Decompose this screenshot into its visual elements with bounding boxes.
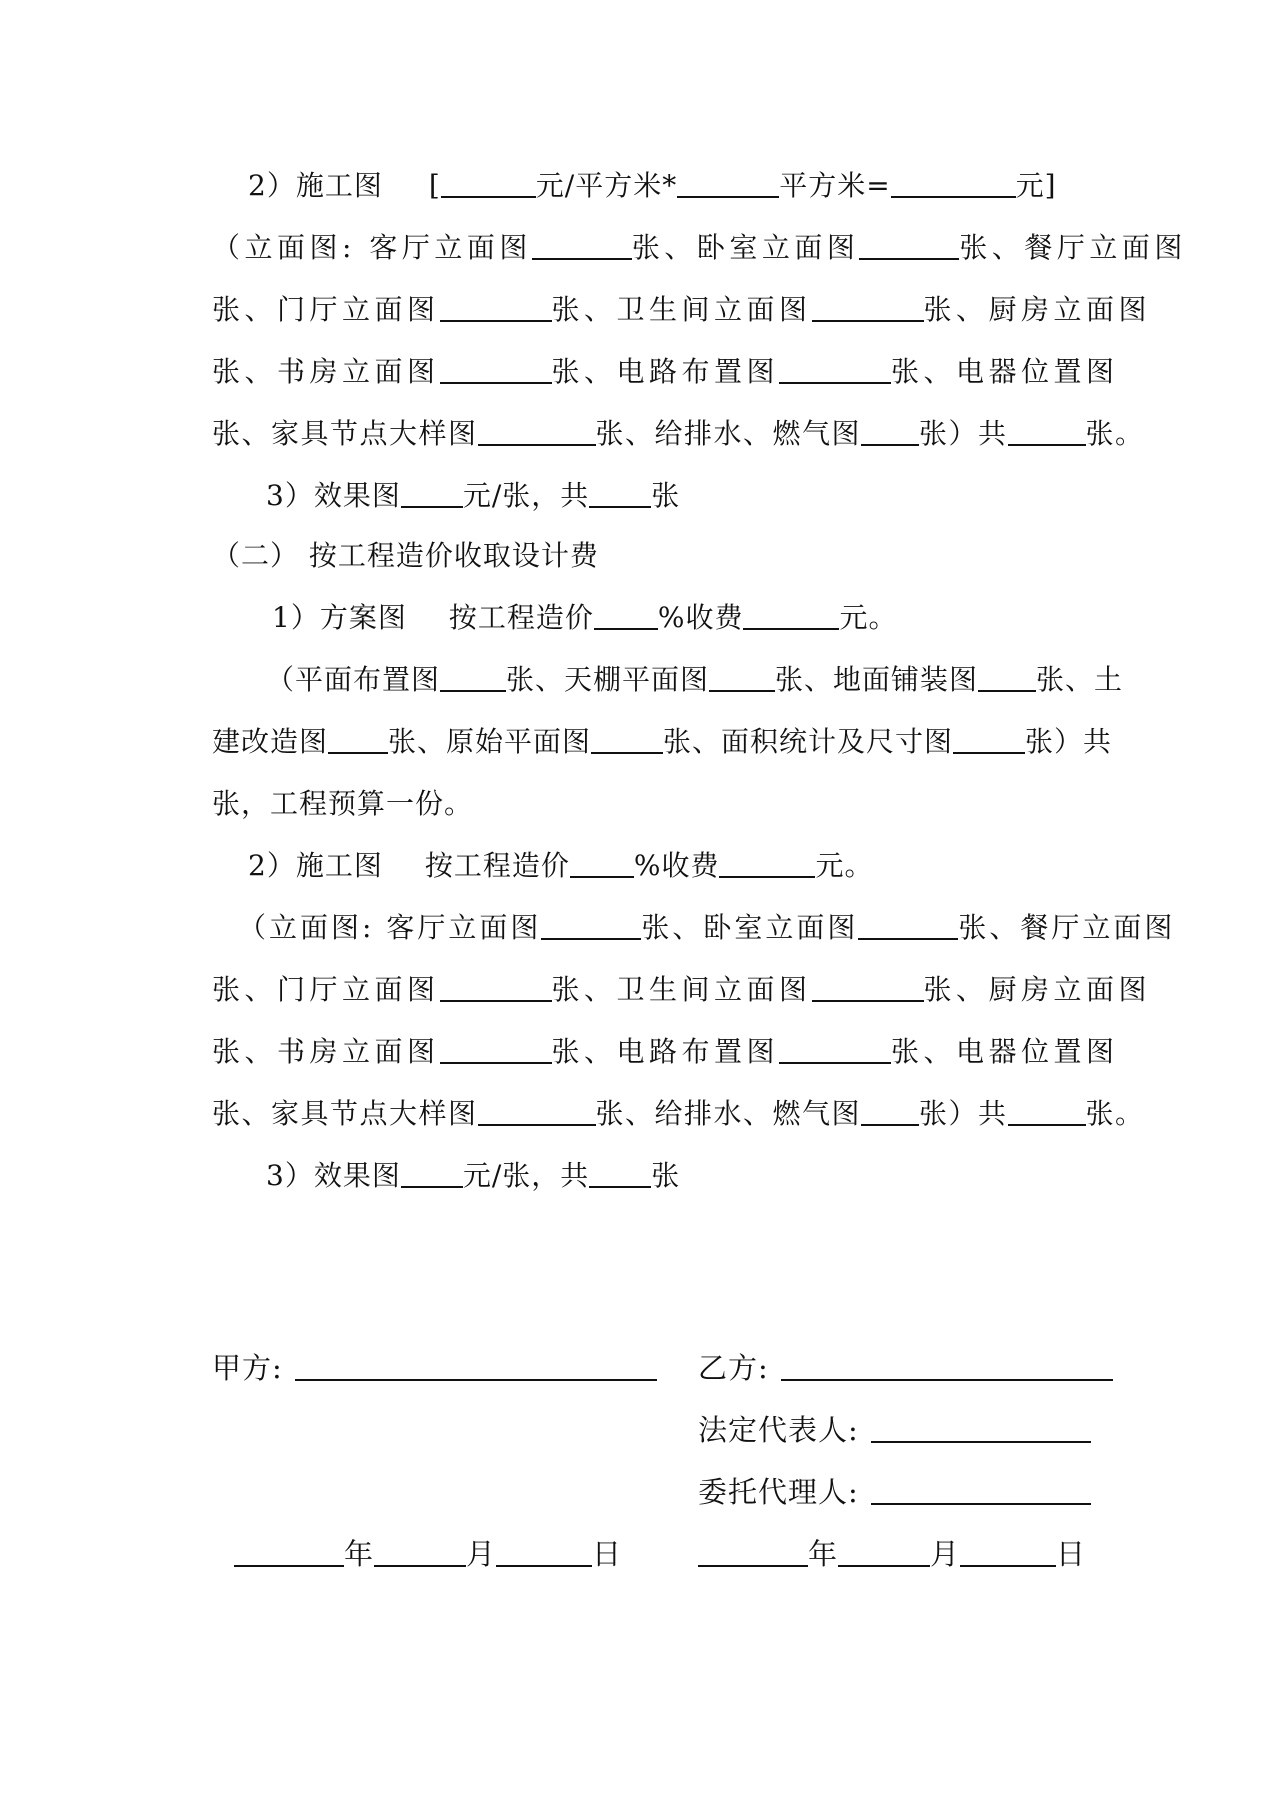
s2-construction-fee-blank[interactable] — [719, 846, 815, 878]
s2-circuit-blank[interactable] — [779, 1032, 891, 1064]
s1-study-blank[interactable] — [440, 352, 552, 384]
s1-plumbing-blank[interactable] — [861, 414, 919, 446]
s1-rendering-count-blank[interactable] — [589, 476, 651, 508]
party-a-blank[interactable] — [295, 1349, 657, 1381]
s2-ceiling-blank[interactable] — [709, 660, 775, 692]
s1-area-blank[interactable] — [677, 166, 779, 198]
s1-total-sheets-blank[interactable] — [1008, 414, 1086, 446]
s1-furniture-blank[interactable] — [478, 414, 596, 446]
s2-heading: （二） 按工程造价收取设计费 — [212, 539, 599, 572]
s1-circuit-blank[interactable] — [779, 352, 891, 384]
agent-blank[interactable] — [871, 1473, 1091, 1505]
s2-rendering-price-blank[interactable] — [401, 1156, 463, 1188]
s2-plumbing-blank[interactable] — [861, 1094, 919, 1126]
s1-construction-drawing-line: 2）施工图 [ 元/平方米* 平方米= 元] — [248, 164, 1057, 208]
s1-total-blank[interactable] — [891, 166, 1016, 198]
s2-furniture-blank[interactable] — [478, 1094, 596, 1126]
s2-rendering-count-blank[interactable] — [589, 1156, 651, 1188]
s2-scheme-fee-blank[interactable] — [743, 598, 839, 630]
s2-original-blank[interactable] — [591, 722, 663, 754]
party-b-month-blank[interactable] — [838, 1535, 930, 1567]
s2-elevation-row-3: 张、书房立面图 张、电路布置图 张、电器位置图 — [212, 1030, 1119, 1074]
s2-civil-blank[interactable] — [328, 722, 388, 754]
s2-plan-row-1: （平面布置图 张、天棚平面图 张、地面铺装图 张、土 — [266, 658, 1123, 702]
party-a-day-blank[interactable] — [496, 1535, 592, 1567]
s2-plan-row-2: 建改造图 张、原始平面图 张、面积统计及尺寸图 张）共 — [212, 720, 1112, 764]
s1-elevation-row-4: 张、家具节点大样图 张、给排水、燃气图 张）共 张。 — [212, 412, 1145, 456]
party-a-month-blank[interactable] — [374, 1535, 466, 1567]
s2-hall-blank[interactable] — [440, 970, 552, 1002]
legal-rep-blank[interactable] — [871, 1411, 1091, 1443]
s2-construction-line: 2）施工图 按工程造价 %收费 元。 — [248, 844, 873, 888]
s1-hall-blank[interactable] — [440, 290, 552, 322]
party-a-date: 年 月 日 — [234, 1532, 622, 1576]
s2-living-room-blank[interactable] — [541, 908, 641, 940]
party-b-year-blank[interactable] — [698, 1535, 808, 1567]
s2-rendering-line: 3）效果图 元/张，共 张 — [266, 1154, 680, 1198]
s2-scheme-line: 1）方案图 按工程造价 %收费 元。 — [272, 596, 897, 640]
s2-bathroom-blank[interactable] — [812, 970, 924, 1002]
s2-scheme-percent-blank[interactable] — [594, 598, 658, 630]
s2-layout-blank[interactable] — [440, 660, 506, 692]
s2-total-sheets-blank[interactable] — [1008, 1094, 1086, 1126]
s1-bathroom-blank[interactable] — [812, 290, 924, 322]
party-b-day-blank[interactable] — [960, 1535, 1056, 1567]
party-b-line: 乙方: — [698, 1346, 1113, 1390]
party-b-date: 年 月 日 — [698, 1532, 1086, 1576]
party-a-line: 甲方: — [212, 1346, 657, 1390]
s1-rendering-price-blank[interactable] — [401, 476, 463, 508]
s2-elevation-row-4: 张、家具节点大样图 张、给排水、燃气图 张）共 张。 — [212, 1092, 1145, 1136]
s2-construction-percent-blank[interactable] — [570, 846, 634, 878]
legal-rep-line: 法定代表人: — [698, 1408, 1091, 1452]
s2-bedroom-blank[interactable] — [858, 908, 958, 940]
s2-area-stats-blank[interactable] — [953, 722, 1025, 754]
agent-line: 委托代理人: — [698, 1470, 1091, 1514]
s2-plan-row-3: 张，工程预算一份。 — [212, 787, 474, 820]
party-b-blank[interactable] — [781, 1349, 1113, 1381]
s1-elevation-row-2: 张、门厅立面图 张、卫生间立面图 张、厨房立面图 — [212, 288, 1151, 332]
s2-study-blank[interactable] — [440, 1032, 552, 1064]
s1-elevation-row-1: （立面图: 客厅立面图 张、卧室立面图 张、餐厅立面图 — [212, 226, 1187, 270]
party-a-year-blank[interactable] — [234, 1535, 344, 1567]
s1-unit-price-blank[interactable] — [441, 166, 536, 198]
s2-elevation-row-1: （立面图: 客厅立面图 张、卧室立面图 张、餐厅立面图 — [238, 906, 1175, 950]
s1-bedroom-blank[interactable] — [859, 228, 959, 260]
s1-elevation-row-3: 张、书房立面图 张、电路布置图 张、电器位置图 — [212, 350, 1119, 394]
s2-floor-blank[interactable] — [978, 660, 1036, 692]
s2-elevation-row-2: 张、门厅立面图 张、卫生间立面图 张、厨房立面图 — [212, 968, 1151, 1012]
s1-rendering-line: 3）效果图 元/张，共 张 — [266, 474, 680, 518]
s1-living-room-blank[interactable] — [532, 228, 632, 260]
